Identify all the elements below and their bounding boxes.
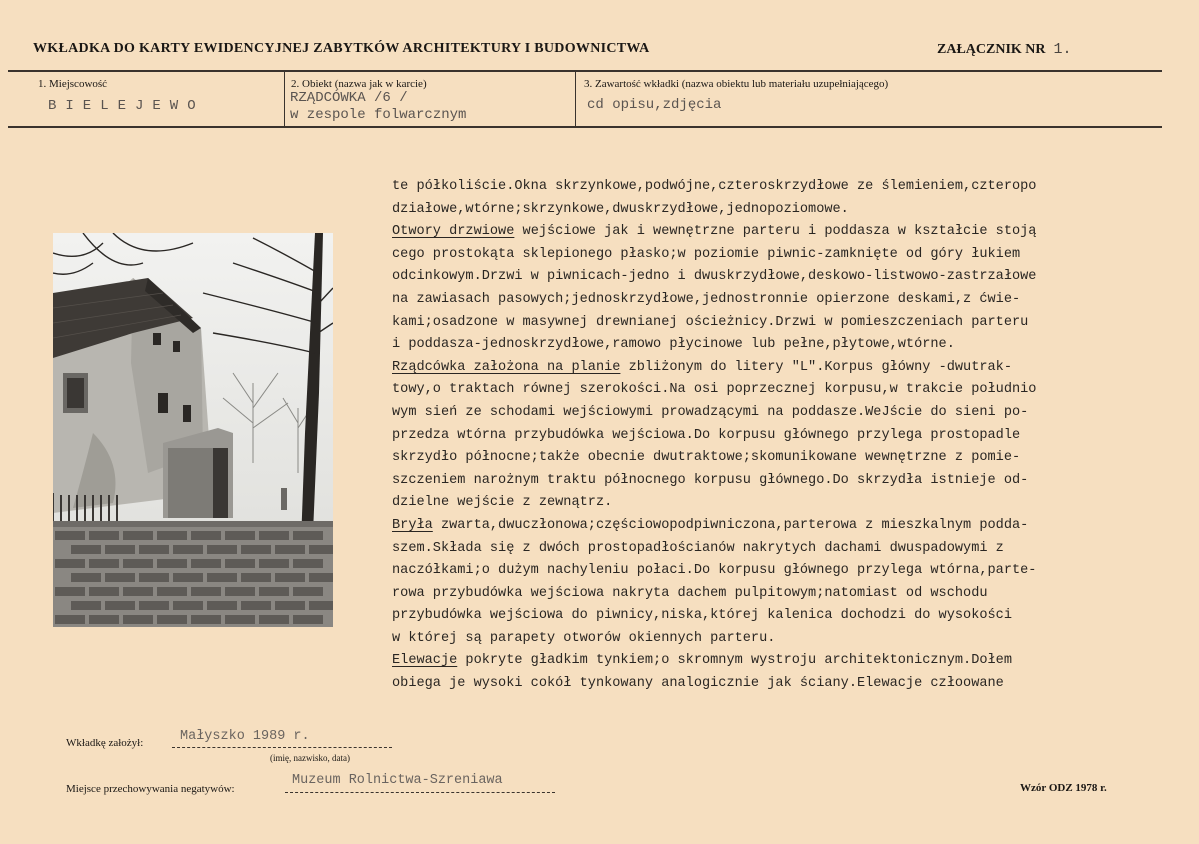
text-segment: wym sień ze schodami wejściowymi prowadzącymi na poddasze.WeJście do sieni po- [392,404,1029,420]
text-segment: te półkoliście.Okna skrzynkowe,podwójne,czteroskrzydłowe ze ślemieniem,czteropo [392,179,1037,194]
text-segment: skrzydło północne;także obecnie dwutraktowe;skomunikowane wewnętrzne z pomie- [392,450,1021,466]
text-segment: przybudówka wejściowa do piwnicy,niska,której kalenica dochodzi do wysokości [392,608,1012,624]
text-line [392,221,1182,244]
text-segment: w której są parapety otworów okiennych parteru. [392,630,776,646]
text-line [392,673,1182,696]
text-line [392,470,1182,493]
contents-label: 3. Zawartość wkładki (nazwa obiektu lub materiału uzupełniającego) [584,78,889,90]
field-separator-1 [284,72,285,126]
text-line [392,357,1182,380]
founder-line [172,747,392,748]
text-line [392,560,1182,583]
section-heading: Otwory drzwiowe [392,224,515,240]
text-segment: towy,o traktach równej szerokości.Na osi poprzecznej korpusu,w trakcie południo [392,382,1037,398]
text-segment: działowe,wtórne;skrzynkowe,dwuskrzydłowe,jednopoziomowe. [392,201,849,217]
text-line [392,176,1182,199]
text-segment: zbliżonym do litery "L".Korpus główny -dwutrak- [620,359,1012,375]
locality-label: 1. Miejscowość [38,78,108,90]
text-segment: wejściowe jak i wewnętrzne parteru i poddasza w kształcie stoją [514,224,1037,240]
text-segment: przedza wtórna przybudówka wejściowa.Do korpusu głównego przylega prostopadle [392,427,1021,443]
attachment-number: 1. [1053,41,1072,58]
building-photo-illustration [53,233,333,627]
text-line [392,650,1182,673]
text-segment: naczółkami;o dużym nachyleniu połaci.Do korpusu głównego przylega wtórna,parte- [392,563,1037,579]
attachment-label-text: ZAŁĄCZNIK NR [937,42,1046,57]
storage-line [285,792,555,793]
form-template-note: Wzór ODZ 1978 r. [1020,782,1107,794]
text-line [392,266,1182,289]
founder-label: Wkładkę założył: [66,737,144,749]
text-line [392,379,1182,402]
text-segment: rowa przybudówka wejściowa nakryta dachem pulpitowym;natomiast od wschodu [392,585,988,601]
card-title: WKŁADKA DO KARTY EWIDENCYJNEJ ZABYTKÓW ARCHITEKTURY I BUDOWNICTWA [33,41,650,56]
text-segment: zwarta,dwuczłonowa;częściowopodpiwniczona,parterowa z mieszkalnym podda- [432,517,1029,533]
text-line [392,492,1182,515]
text-segment: pokryte gładkim tynkiem;o skromnym wystroju architektonicznym.Dołem [457,653,1012,669]
text-segment: kami;osadzone w masywnej drewnianej ościeżnicy.Drzwi w pomieszczeniach parteru [392,314,1029,330]
text-line [392,402,1182,425]
text-line [392,199,1182,222]
section-heading: Bryła [392,517,433,533]
text-line [392,312,1182,335]
text-segment: odcinkowym.Drzwi w piwnicach-jedno i dwuskrzydłowe,deskowo-listwowo-zastrzałowe [392,269,1037,285]
header-rule-top [8,70,1162,72]
description-text [392,176,1182,696]
field-separator-2 [575,72,576,126]
contents-value: cd opisu,zdjęcia [587,97,722,113]
text-line [392,425,1182,448]
text-segment: szczeniem narożnym traktu północnego korpusu głównego.Do skrzydła istnieje od- [392,472,1029,488]
building-photo [53,233,333,627]
founder-value: Małyszko 1989 r. [180,729,310,744]
text-line [392,628,1182,651]
text-line [392,244,1182,267]
text-line [392,538,1182,561]
object-label: 2. Obiekt (nazwa jak w karcie) [291,78,427,90]
founder-hint: (imię, nazwisko, data) [270,753,350,763]
text-line [392,289,1182,312]
object-value-line1: RZĄDCÓWKA /6 / [290,90,408,106]
text-segment: szem.Składa się z dwóch prostopadłościanów nakrytych dachami dwuspadowymi z [392,540,1004,556]
object-value-line2: w zespole folwarcznym [290,107,467,123]
text-line [392,605,1182,628]
text-segment: cego prostokąta sklepionego płasko;w poziomie piwnic-zamknięte od góry łukiem [392,246,1021,262]
text-line [392,515,1182,538]
text-segment: i poddasza-jednoskrzydłowe,ramowo płycinowe lub pełne,płytowe,wtórne. [392,337,955,353]
text-line [392,447,1182,470]
text-segment: dzielne wejście z zewnątrz. [392,495,613,511]
section-heading: Elewacje [392,653,458,669]
locality-value: BIELEJEWO [48,98,205,114]
text-segment: obiega je wysoki cokół tynkowany analogicznie jak ściany.Elewacje człoowane [392,676,1004,692]
section-heading: Rządcówka założona na planie [392,359,621,375]
text-segment: na zawiasach pasowych;jednoskrzydłowe,jednostronnie opierzone deskami,z ćwie- [392,291,1021,307]
header-rule-bottom [8,126,1162,128]
storage-value: Muzeum Rolnictwa-Szreniawa [292,773,503,788]
text-line [392,334,1182,357]
storage-label: Miejsce przechowywania negatywów: [66,783,235,795]
attachment-label [937,41,1072,58]
text-line [392,583,1182,606]
